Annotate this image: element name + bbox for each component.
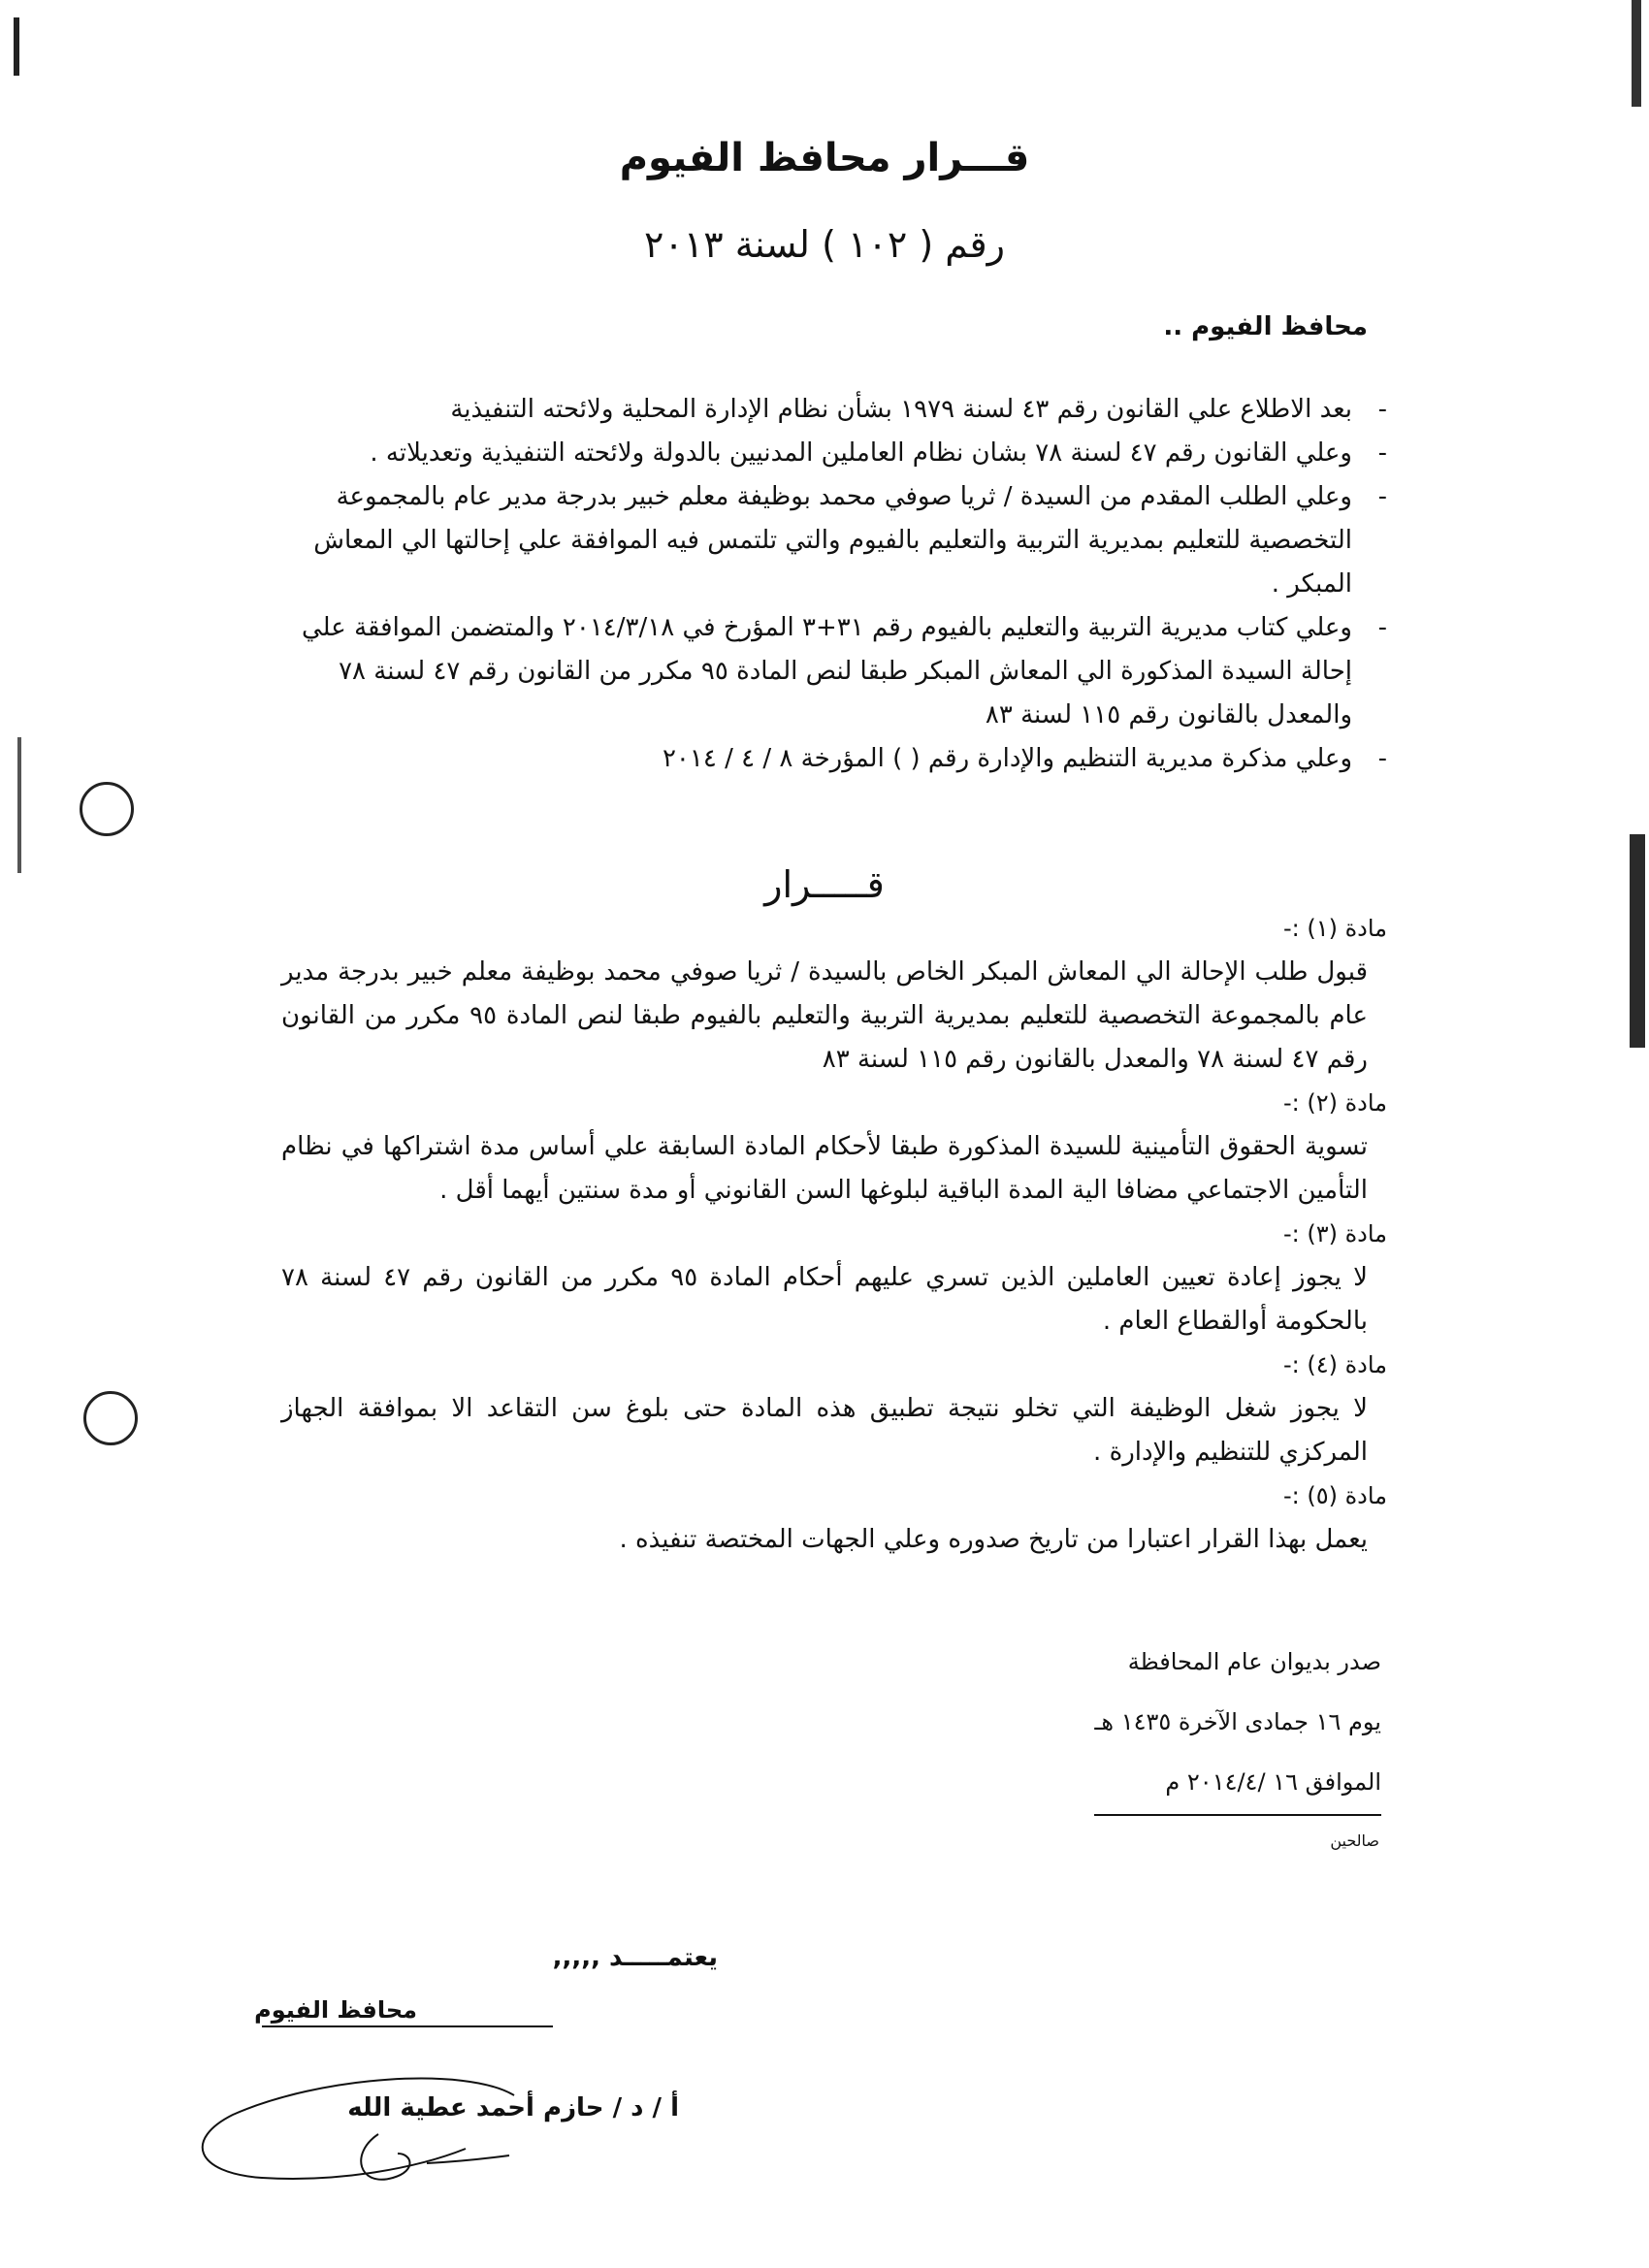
article-heading: مادة (٢) :- [1282,1089,1387,1117]
preamble-item: - وعلي كتاب مديرية التربية والتعليم بالفيوم رقم ٣١+٣ المؤرخ في ٢٠١٤/٣/١٨ والمتضمن الموافقة علي إحالة السيدة المذكورة الي المعاش المبكر طبقا لنص المادة ٩٥ مكرر من القانون رقم ٤٧ لسنة ٧٨ والمعدل بالقانون رقم ١١٥ لسنة ٨٣ [302,613,1387,729]
article-body: لا يجوز إعادة تعيين العاملين الذين تسري عليهم أحكام المادة ٩٥ مكرر من القانون رقم ٤٧ لسنة ٧٨ بالحكومة أوالقطاع العام . [281,1263,1369,1336]
punch-hole-circle [80,782,134,836]
article-heading: مادة (٣) :- [1282,1220,1387,1247]
article-body: يعمل بهذا القرار اعتبارا من تاريخ صدوره وعلي الجهات المختصة تنفيذه . [619,1525,1368,1554]
greeting: محافظ الفيوم .. [1163,312,1368,341]
signatory-name: أ / د / حازم أحمد عطية الله [347,2093,679,2122]
issued-hijri-date: يوم ١٦ جمادى الآخرة ١٤٣٥ هـ [1094,1708,1381,1735]
decree-number: رقم ( ١٠٢ ) لسنة ٢٠١٣ [643,223,1006,266]
article-heading: مادة (٥) :- [1282,1482,1387,1509]
preamble-item: - وعلي مذكرة مديرية التنظيم والإدارة رقم ( ) المؤرخة ٨ / ٤ / ٢٠١٤ [662,744,1387,773]
approval-label: يعتمـــــد ,,,,, [552,1943,718,1972]
articles-section [281,907,1387,1562]
article-heading: مادة (١) :- [1282,915,1387,942]
typist-name: صالحين [1330,1831,1379,1850]
preamble-item: - بعد الاطلاع علي القانون رقم ٤٣ لسنة ١٩٧٩ بشأن نظام الإدارة المحلية ولائحته التنفيذية [450,395,1387,424]
issuance-block [1094,1632,1381,1816]
scan-edge-mark-left [14,17,19,76]
signature-line [262,2024,553,2029]
article-body: قبول طلب الإحالة الي المعاش المبكر الخاص بالسيدة / ثريا صوفي محمد بوظيفة معلم خبير بدرجة مدير عام بالمجموعة التخصصية للتعليم بمديرية التربية والتعليم بالفيوم طبقا لنص المادة ٩٥ مكرر من القانون رقم ٤٧ لسنة ٧٨ والمعدل بالقانون رقم ١١٥ لسنة ٨٣ [281,957,1368,1074]
punch-hole-circle [83,1391,138,1445]
preamble-item: - وعلي الطلب المقدم من السيدة / ثريا صوفي محمد بوظيفة معلم خبير بدرجة مدير عام بالمجموعة التخصصية للتعليم بمديرية التربية والتعليم بالفيوم والتي تلتمس فيه الموافقة علي إحالتها الي المعاش المبكر . [313,482,1387,599]
article-heading: مادة (٤) :- [1282,1351,1387,1378]
issued-at: صدر بديوان عام المحافظة [1127,1648,1381,1675]
governor-title: محافظ الفيوم [254,1996,417,2024]
issued-gregorian-date: الموافق ١٦ /٢٠١٤/٤ م [1094,1752,1381,1816]
article-body: لا يجوز شغل الوظيفة التي تخلو نتيجة تطبيق هذه المادة حتى بلوغ سن التقاعد الا بموافقة الجهاز المركزي للتنظيم والإدارة . [281,1394,1368,1467]
signature-scribble [175,2057,524,2202]
preamble-list [281,388,1387,781]
scan-edge-mark-left-lower [17,737,21,873]
decision-heading: قـــــرار [764,863,885,906]
decree-title: قـــرار محافظ الفيوم [619,136,1030,180]
scan-edge-mark-right [1632,0,1641,107]
preamble-item: - وعلي القانون رقم ٤٧ لسنة ٧٨ بشان نظام العاملين المدنيين بالدولة ولائحته التنفيذية وتعديلاته . [370,438,1387,468]
article-body: تسوية الحقوق التأمينية للسيدة المذكورة طبقا لأحكام المادة السابقة علي أساس مدة اشتراكها في نظام التأمين الاجتماعي مضافا الية المدة الباقية لبلوغها السن القانوني أو مدة سنتين أيهما أقل . [281,1132,1368,1205]
